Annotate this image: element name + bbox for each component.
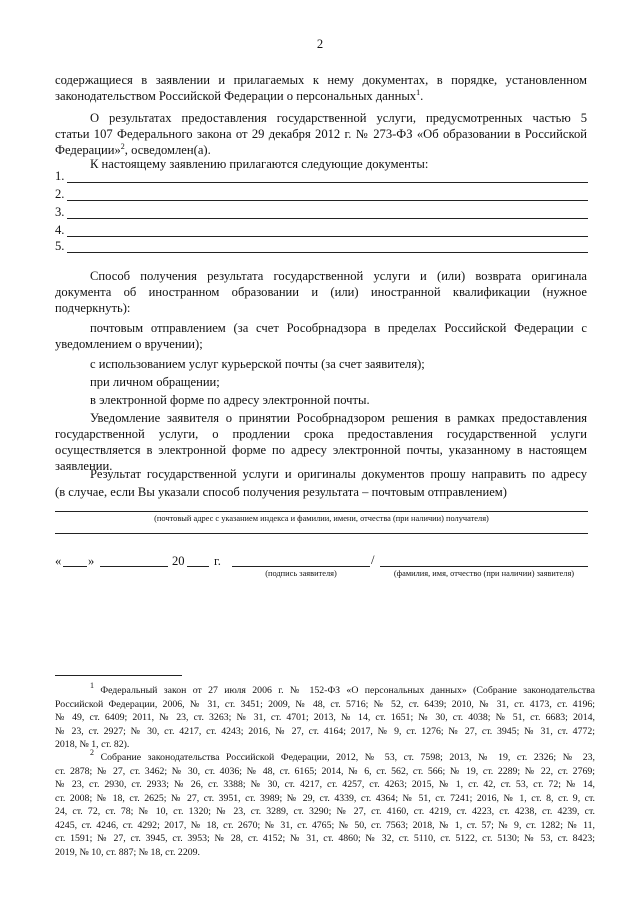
doc-item-1-line[interactable] <box>67 182 588 183</box>
send-line-2: (в случае, если Вы указали способ получения результата – почтовым отправлением) <box>55 485 507 499</box>
method-line-1: Способ получения результата государственной услуги и (или) возврата оригинала <box>90 269 587 283</box>
notice-line-2: государственной услуги, о продлении срока предоставления государственной услуги <box>55 427 587 441</box>
date-month-line[interactable] <box>100 566 168 567</box>
results-line-3: Федерации»$^2$, осведомлен(а). <box>55 142 211 157</box>
fn2-line-8: 2019, № 10, ст. 887; № 18, ст. 2209. <box>55 846 200 858</box>
results-line-2: статьи 107 Федерального закона от 29 декабря 2012 г. № 273-ФЗ «Об образовании в Российской <box>55 127 587 141</box>
notice-line-1: Уведомление заявителя о принятии Рособрнадзором решения в рамках предоставления <box>90 411 587 425</box>
intro-line-1: содержащиеся в заявлении и прилагаемых к нему документах, в порядке, установленном <box>55 73 587 87</box>
signature-caption: (подпись заявителя) <box>265 569 337 578</box>
doc-item-3-line[interactable] <box>67 218 588 219</box>
doc-item-1-number: 1. <box>55 169 65 183</box>
fn2-line-2: ст. 2878; № 27, ст. 3462; № 30, ст. 4036; № 48, ст. 6165; 2014, № 6, ст. 562, ст. 566; № 19, ст. 2289; № 22, ст. 2769; <box>55 765 595 777</box>
footnote-ref-2: 2 <box>120 142 125 151</box>
date-year-suffix: г. <box>214 554 221 568</box>
doc-item-2-number: 2. <box>55 187 65 201</box>
method-option-email[interactable]: в электронной форме по адресу электронной почты. <box>90 393 370 407</box>
notice-line-3: осуществляется в электронной форме по адресу электронной почты, указанному в настоящем <box>55 443 587 457</box>
method-line-3: подчеркнуть): <box>55 301 131 315</box>
fn2-line-3: № 23, ст. 2930, ст. 2933; № 26, ст. 3388; № 30, ст. 4217, ст. 4257, ст. 4263; 2015, № 1, ст. 42, ст. 53, ст. 72; № 14, <box>55 779 595 790</box>
fn2-line-1: $^2$ Собрание законодательства Российской Федерации, 2012, № 53, ст. 7598; 2013, № 19, ст. 2326; № 23, <box>90 748 595 763</box>
date-year-line[interactable] <box>187 566 209 567</box>
fn1-line-4: № 23, ст. 2927; № 30, ст. 4217, ст. 4243; 2016, № 27, ст. 4164; 2017, № 9, ст. 1276; № 27, ст. 3945; № 31, ст. 4772; <box>55 725 595 737</box>
fn1-line-3: № 49, ст. 6409; 2011, № 23, ст. 3263; № 31, ст. 4701; 2013, № 14, ст. 1651; № 30, ст. 4038; № 51, ст. 6683; 2014, <box>55 712 595 723</box>
address-field-line[interactable] <box>55 511 588 512</box>
doc-item-3-number: 3. <box>55 205 65 219</box>
attached-docs-label: К настоящему заявлению прилагаются следующие документы: <box>90 157 429 171</box>
doc-item-5-number: 5. <box>55 239 65 253</box>
date-quote-close: » <box>88 554 95 568</box>
footnote-2 <box>55 748 595 859</box>
send-line-1: Результат государственной услуги и оригиналы документов прошу направить по адресу <box>90 467 587 481</box>
fn2-line-6: 4245, ст. 4246, ст. 4292; 2017, № 18, ст. 2670; № 31, ст. 4765; № 50, ст. 7563; 2018, № 1, ст. 57; № 9, ст. 1282; № 11, <box>55 819 595 831</box>
page-number: 2 <box>316 37 324 51</box>
fn1-line-2: Российской Федерации, 2006, № 31, ст. 3451; 2009, № 48, ст. 5716; № 52, ст. 6439; 2010, № 31, ст. 4173, ст. 4196; <box>55 698 595 710</box>
fn2-line-4: ст. 2008; № 18, ст. 2625; № 27, ст. 3951, ст. 3989; № 29, ст. 4339, ст. 4364; № 51, ст. 7241; 2016, № 1, ст. 8, ст. 9, ст. <box>55 792 595 804</box>
doc-item-2-line[interactable] <box>67 200 588 201</box>
date-quote-open: « <box>55 554 62 568</box>
signature-line[interactable] <box>232 566 370 567</box>
applicant-name-line[interactable] <box>380 566 588 567</box>
fn2-line-7: ст. 1591; № 27, ст. 3945, ст. 3953; № 28, ст. 4152; № 31, ст. 4860; № 32, ст. 5110, ст. 5122, ст. 5130; № 53, ст. 8423; <box>55 833 595 844</box>
footnote-separator <box>55 675 182 676</box>
method-option-post-line-1[interactable]: почтовым отправлением (за счет Рособрнадзора в пределах Российской Федерации с <box>90 321 587 335</box>
doc-item-4-number: 4. <box>55 223 65 237</box>
method-option-courier[interactable]: с использованием услуг курьерской почты (за счет заявителя); <box>90 357 425 371</box>
address-field-line-2[interactable] <box>55 533 588 534</box>
fn1-line-1: $^1$ Федеральный закон от 27 июля 2006 г. № 152-ФЗ «О персональных данных» (Собрание законодательства <box>90 681 595 696</box>
method-option-post-line-2[interactable]: уведомлением о вручении); <box>55 337 203 351</box>
fn2-line-5: 24, ст. 72, ст. 78; № 10, ст. 1320; № 23, ст. 3289, ст. 3290; № 27, ст. 4160, ст. 4219, ст. 4223, ст. 4238, ст. 4239, ст. <box>55 806 595 817</box>
footnote-ref-1: 1 <box>416 88 421 97</box>
method-option-in-person[interactable]: при личном обращении; <box>90 375 220 389</box>
date-day-line[interactable] <box>63 566 87 567</box>
method-line-2: документа об иностранном образовании и (или) иностранной квалификации (нужное <box>55 285 587 299</box>
notice-line-4: заявлении. <box>55 459 113 473</box>
applicant-name-caption: (фамилия, имя, отчество (при наличии) заявителя) <box>393 569 575 578</box>
results-line-1: О результатах предоставления государственной услуги, предусмотренных частью 5 <box>90 111 587 125</box>
date-year-prefix: 20 <box>172 554 185 568</box>
fn1-line-5: 2018, № 1, ст. 82). <box>55 739 130 750</box>
footnote-1 <box>55 681 595 752</box>
doc-item-5-line[interactable] <box>67 252 588 253</box>
signature-slash: / <box>371 553 375 567</box>
address-caption: (почтовый адрес с указанием индекса и фамилии, имени, отчества (при наличии) получателя) <box>154 514 489 523</box>
doc-item-4-line[interactable] <box>67 236 588 237</box>
intro-line-2: законодательством Российской Федерации о персональных данных$^1$. <box>55 88 424 103</box>
